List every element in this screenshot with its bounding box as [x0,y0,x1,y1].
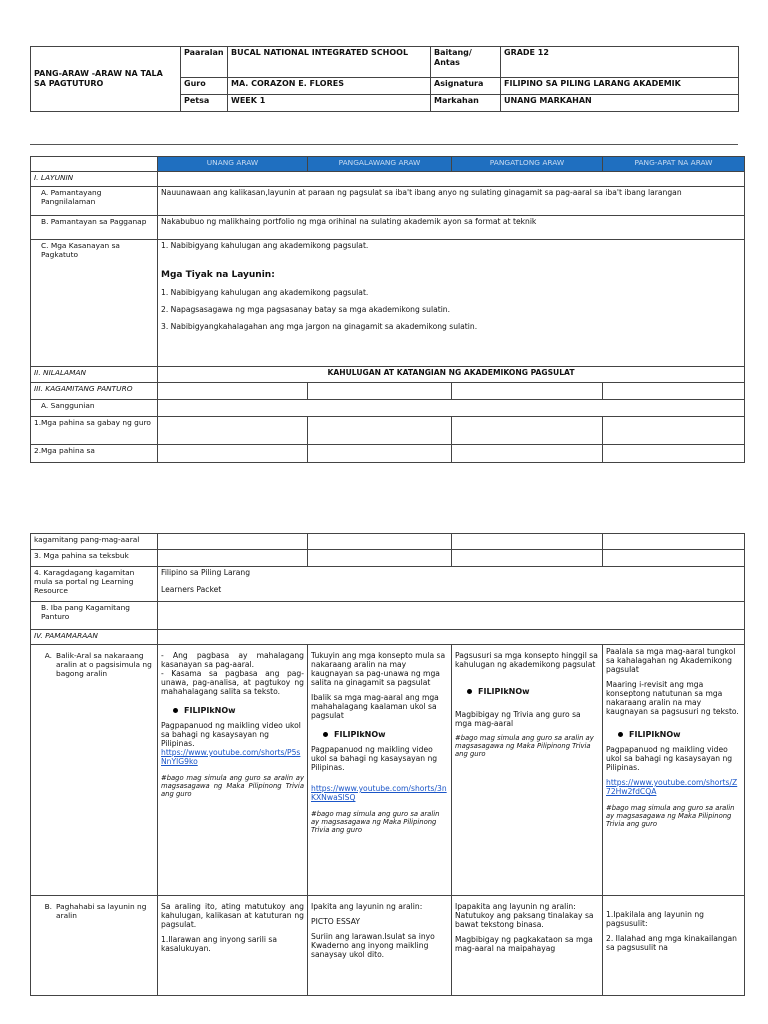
cell [158,445,308,463]
iba-kagamitan-label: B. Iba pang Kagamitang Panturo [31,602,158,630]
col-day-4: PANG-APAT NA ARAW [603,157,745,172]
filipiknow-label: FILIPIkNOw [334,730,386,739]
a-d4-watch: Pagpapanuod ng maikling video ukol sa bahagi ng kasaysayan ng Pilipinas. [606,745,733,772]
a-d3-note: #bago mag simula ang guro sa aralin ay magsasagawa ng Maka Pilipinong Trivia ang guro [455,734,594,758]
paghahabi-day2 [308,896,452,996]
paaralan-value: BUCAL NATIONAL INTEGRATED SCHOOL [228,47,431,78]
paghahabi-day3 [452,896,603,996]
baitang-value: GRADE 12 [501,47,739,78]
bullet-dot-icon [467,689,472,694]
tiyak-layunin-1: 1. Nabibigyang kahulugan ang akademikong pagsulat. [161,288,369,297]
corner-cell [31,157,158,172]
balik-aral-day2 [308,645,452,896]
b-d2-p1: Ipakita ang layunin ng aralin: [311,902,423,911]
video-link-1[interactable]: https://www.youtube.com/shorts/P5sNnYlG9ko [161,748,301,766]
balik-aral-label-cell [31,645,158,896]
asignatura-label: Asignatura [431,78,501,95]
bullet-dot-icon [323,732,328,737]
lesson-table-bottom [30,533,745,996]
petsa-value: WEEK 1 [228,95,431,112]
paghahabi-day4 [603,896,745,996]
filipiknow-bullet-1 [173,706,304,715]
col-day-2: PANGALAWANG ARAW [308,157,452,172]
cell [308,550,452,567]
cell [308,445,452,463]
col-day-1: UNANG ARAW [158,157,308,172]
markahan-value: UNANG MARKAHAN [501,95,739,112]
karagdagang-kagamitan-value [158,567,745,602]
cell [603,383,745,400]
cell [158,400,745,417]
b-d4-p2: 2. Ilalahad ang mga kinakailangan sa pagsusulit na [606,934,737,952]
paaralan-label: Paaralan [181,47,228,78]
kasanayan-item: 1. Nabibigyang kahulugan ang akademikong pagsulat. [161,241,369,250]
a-d2-watch: Pagpapanuod ng maikling video ukol sa bahagi ng kasaysayan ng Pilipinas. [311,745,438,772]
a-d1-watch: Pagpapanuod ng maikling video ukol sa bahagi ng kasaysayan ng Pilipinas. [161,721,301,748]
pahina-label: 2.Mga pahina sa [31,445,158,463]
a-d4-p1: Paalala sa mga mag-aaral tungkol sa kahalagahan ng Akademikong pagsulat [606,647,736,674]
a-d3-p2: Magbibigay ng Trivia ang guro sa mga mag-aaral [455,710,581,728]
cell [603,417,745,445]
header-title: PANG-ARAW -ARAW NA TALA SA PAGTUTURO [31,47,181,112]
kasanayan-label: C. Mga Kasanayan sa Pagkatuto [31,240,158,367]
petsa-label: Petsa [181,95,228,112]
asignatura-value: FILIPINO SA PILING LARANG AKADEMIK [501,78,739,95]
teksbuk-label: 3. Mga pahina sa teksbuk [31,550,158,567]
paghahabi-label: Paghahabi sa layunin ng aralin [56,902,147,920]
cell [158,383,308,400]
b-d2-p2: PICTO ESSAY [311,917,360,926]
a-d4-note: #bago mag simula ang guro sa aralin ay magsasagawa ng Maka Pilipinong Trivia ang guro [606,804,735,828]
filipiknow-bullet-4 [618,730,741,739]
a-d1-note: #bago mag simula ang guro sa aralin ay magsasagawa ng Maka Pilipinong Trivia ang guro [161,774,304,798]
cell [308,383,452,400]
b-d1-p2: 1.Ilarawan ang inyong sarili sa kasalukuyan. [161,935,278,953]
guro-value: MA. CORAZON E. FLORES [228,78,431,95]
cell [452,534,603,550]
gabay-guro-label: 1.Mga pahina sa gabay ng guro [31,417,158,445]
balik-aral-day1 [158,645,308,896]
pamamaraan-heading: IV. PAMAMARAAN [31,630,158,645]
cell [308,534,452,550]
lesson-table-top [30,156,745,463]
divider [30,144,738,145]
cell [308,417,452,445]
lr-line-1: Filipino sa Piling Larang [161,568,251,577]
pamantayang-pangnilalaman-text: Nauunawaan ang kalikasan,layunin at paraan ng pagsulat sa iba't ibang anyo ng sulating ginagamit sa pag-aaral sa iba't ibang larangan [158,187,745,216]
cell [603,534,745,550]
paghahabi-label-cell [31,896,158,996]
cell [452,417,603,445]
bullet-dot-icon [173,708,178,713]
b-d3-p2: Magbibigay ng pagkakataon sa mga mag-aaral na maipahayag [455,935,593,953]
balik-aral-day4 [603,645,745,896]
cell [158,602,745,630]
pang-mag-aaral-label: kagamitang pang-mag-aaral [31,534,158,550]
header-table [30,46,739,112]
a-d2-p1: Tukuyin ang mga konsepto mula sa nakaraang aralin na may kaugnayan sa pag-unawa ng mga salita na ginagamit sa pagsulat [311,651,446,687]
tiyak-layunin-3: 3. Nabibigyangkahalagahan ang mga jargon na ginagamit sa akademikong sulatin. [161,322,478,331]
cell [603,550,745,567]
filipiknow-label: FILIPIkNOw [478,687,530,696]
cell [158,550,308,567]
col-day-3: PANGATLONG ARAW [452,157,603,172]
kasanayan-content [158,240,745,367]
a-d1-p2: - Kasama sa pagbasa ang pag-unawa, pag-analisa, at pagtukoy ng mahahalagang salita sa teksto. [161,669,304,696]
filipiknow-bullet-3 [467,687,599,696]
markahan-label: Markahan [431,95,501,112]
bullet-dot-icon [618,732,623,737]
video-link-4[interactable]: https://www.youtube.com/shorts/Z72Hw2fdCQA [606,778,738,796]
pamantayan-pagganap-label: B. Pamantayan sa Pagganap [31,216,158,240]
cell [452,550,603,567]
cell [158,417,308,445]
balik-aral-key: A. [44,651,52,660]
kagamitan-heading: III. KAGAMITANG PANTURO [31,383,158,400]
balik-aral-label: Balik-Aral sa nakaraang aralin at o pagsisimula ng bagong aralin [56,651,152,678]
cell [158,534,308,550]
pamantayan-pagganap-text: Nakabubuo ng malikhaing portfolio ng mga orihinal na sulating akademik ayon sa format at teknik [158,216,745,240]
cell [158,630,745,645]
lr-line-2: Learners Packet [161,585,222,594]
a-d4-p2: Maaring i-revisit ang mga konseptong natutunan sa mga nakaraang aralin na may kaugnayan sa pagsusuri ng teksto. [606,680,739,716]
a-d2-note: #bago mag simula ang guro sa aralin ay magsasagawa ng Maka Pilipinong Trivia ang guro [311,810,440,834]
karagdagang-kagamitan-label: 4. Karagdagang kagamitan mula sa portal ng Learning Resource [31,567,158,602]
layunin-heading: I. LAYUNIN [31,172,158,187]
cell [452,445,603,463]
a-d1-p1: - Ang pagbasa ay mahalagang kasanayan sa pag-aaral. [161,651,304,669]
video-link-2[interactable]: https://www.youtube.com/shorts/3nKXNwaSlSQ [311,784,447,802]
b-d4-p1: 1.Ipakilala ang layunin ng pagsusulit: [606,910,704,928]
baitang-label: Baitang/ Antas [431,47,501,78]
b-d1-p1: Sa araling ito, ating matutukoy ang kahulugan, kalikasan at katuturan ng pagsulat. [161,902,304,929]
b-d3-p1: Ipapakita ang layunin ng aralin: Natutukoy ang paksang tinalakay sa bawat tekstong binasa. [455,902,594,929]
paghahabi-key: B. [44,902,52,911]
b-d2-p3: Suriin ang larawan.Isulat sa inyo Kwaderno ang inyong maikling sanaysay ukol dito. [311,932,435,959]
tiyak-layunin-2: 2. Napagsasagawa ng mga pagsasanay batay sa mga akademikong sulatin. [161,305,451,314]
nilalaman-text: KAHULUGAN AT KATANGIAN NG AKADEMIKONG PAGSULAT [158,367,745,383]
nilalaman-heading: II. NILALAMAN [31,367,158,383]
cell [452,383,603,400]
paghahabi-day1 [158,896,308,996]
filipiknow-label: FILIPIkNOw [184,706,236,715]
balik-aral-day3 [452,645,603,896]
layunin-blank [158,172,745,187]
a-d3-p1: Pagsusuri sa mga konsepto hinggil sa kahulugan ng akademikong pagsulat [455,651,598,669]
pamantayang-pangnilalaman-label: A. Pamantayang Pangnilalaman [31,187,158,216]
cell [603,445,745,463]
filipiknow-label: FILIPIkNOw [629,730,681,739]
sanggunian-label: A. Sanggunian [31,400,158,417]
tiyak-layunin-title: Mga Tiyak na Layunin: [161,270,275,280]
guro-label: Guro [181,78,228,95]
a-d2-p2: Ibalik sa mga mag-aaral ang mga mahahalagang kaalaman ukol sa pagsulat [311,693,439,720]
filipiknow-bullet-2 [323,730,448,739]
